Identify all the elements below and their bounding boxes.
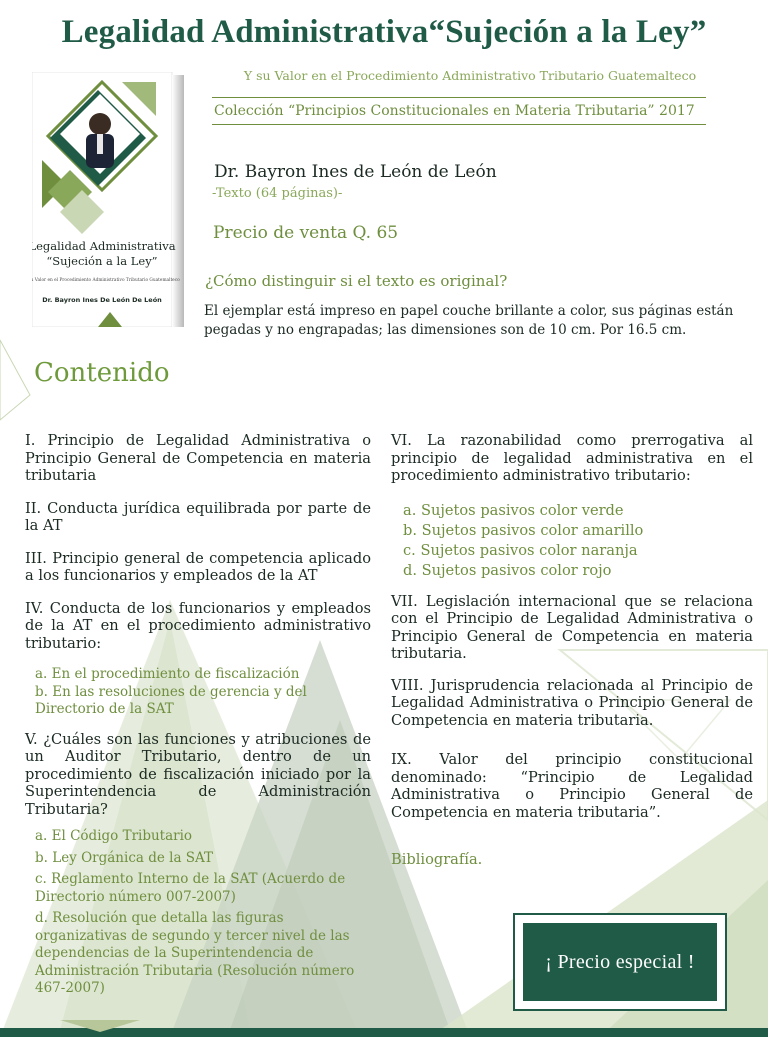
bibliography-label: Bibliografía. [391,851,483,868]
content-item-i: I. Principio de Legalidad Administrativa o Principio General de Competencia en materia tributaria [25,432,371,484]
content-subitem-v-b: b. Ley Orgánica de la SAT [35,849,214,866]
special-price-label: ¡ Precio especial ! [523,923,717,1001]
cover-subtitle: Y su Valor en el Procedimiento Administrativo Tributario Guatemalteco [32,278,180,283]
content-subitem-iv-b: b. En las resoluciones de gerencia y del Directorio de la SAT [35,683,307,717]
content-item-ii: II. Conducta jurídica equilibrada por parte de la AT [25,499,371,534]
content-subitem-vi-c: c. Sujetos pasivos color naranja [403,541,638,559]
cover-title-line1: Legalidad Administrativa [32,239,176,253]
price-label: Precio de venta Q. 65 [213,223,399,243]
content-item-iii: III. Principio general de competencia aplicado a los funcionarios y empleados de la AT [25,549,371,584]
content-subitem-v-d: d. Resolución que detalla las figuras organizativas de segundo y tercer nivel de las dependencias de la Superintendencia de Administración Tributaria (Resolución número 467-2007) [35,910,355,996]
content-subitem-vi-a: a. Sujetos pasivos color verde [403,501,624,519]
content-item-ix: IX. Valor del principio constitucional denominado: “Principio de Legalidad Administrativa o Principio General de Competencia en materia tributaria”. [391,751,753,821]
divider-top [212,97,706,98]
content-subitem-iv-a: a. En el procedimiento de fiscalización [35,666,300,682]
book-cover [32,72,184,327]
content-subitem-vi-d: d. Sujetos pasivos color rojo [403,561,612,579]
page-title: Legalidad Administrativa“Sujeción a la Ley” [61,14,707,50]
content-item-vi: VI. La razonabilidad como prerrogativa al principio de legalidad administrativa en el procedimiento administrativo tributario: [391,432,753,484]
author-name: Dr. Bayron Ines de León de León [214,162,497,182]
content-item-v: V. ¿Cuáles son las funciones y atribuciones de un Auditor Tributario, dentro de un procedimiento de fiscalización iniciado por la Superintendencia de Administración Tributaria? [25,730,371,818]
originality-description: El ejemplar está impreso en papel couche brillante a color, sus páginas están pegadas y no engrapadas; las dimensiones son de 10 cm. Por 16.5 cm. [204,303,734,338]
collection-label: Colección “Principios Constitucionales en Materia Tributaria” 2017 [214,103,695,119]
page-count: -Texto (64 páginas)- [212,186,343,201]
contents-left-column [25,432,371,998]
special-price-button[interactable] [513,913,727,1011]
content-item-viii: VIII. Jurisprudencia relacionada al Principio de Legalidad Administrativa o Principio General de Competencia en materia tributaria. [391,676,753,729]
content-item-vii: VII. Legislación internacional que se relaciona con el Principio de Legalidad Administrativa o Principio General de Competencia en materia tributaria. [391,592,753,662]
cover-title-line2: “Sujeción a la Ley” [46,254,158,268]
content-subitem-vi-b: b. Sujetos pasivos color amarillo [403,521,644,539]
contents-heading: Contenido [34,358,170,388]
content-item-iv: IV. Conducta de los funcionarios y empleados de la AT en el procedimiento administrativo tributario: [25,599,371,652]
content-subitem-v-a: a. El Código Tributario [35,828,193,844]
page-subtitle: Y su Valor en el Procedimiento Administrativo Tributario Guatemalteco [243,68,697,83]
content-subitem-v-c: c. Reglamento Interno de la SAT (Acuerdo de Directorio número 007-2007) [35,871,346,905]
contents-right-column [391,432,753,869]
cover-author: Dr. Bayron Ines De León De León [42,296,162,304]
originality-question: ¿Cómo distinguir si el texto es original? [205,272,508,290]
divider-bottom [212,124,706,125]
